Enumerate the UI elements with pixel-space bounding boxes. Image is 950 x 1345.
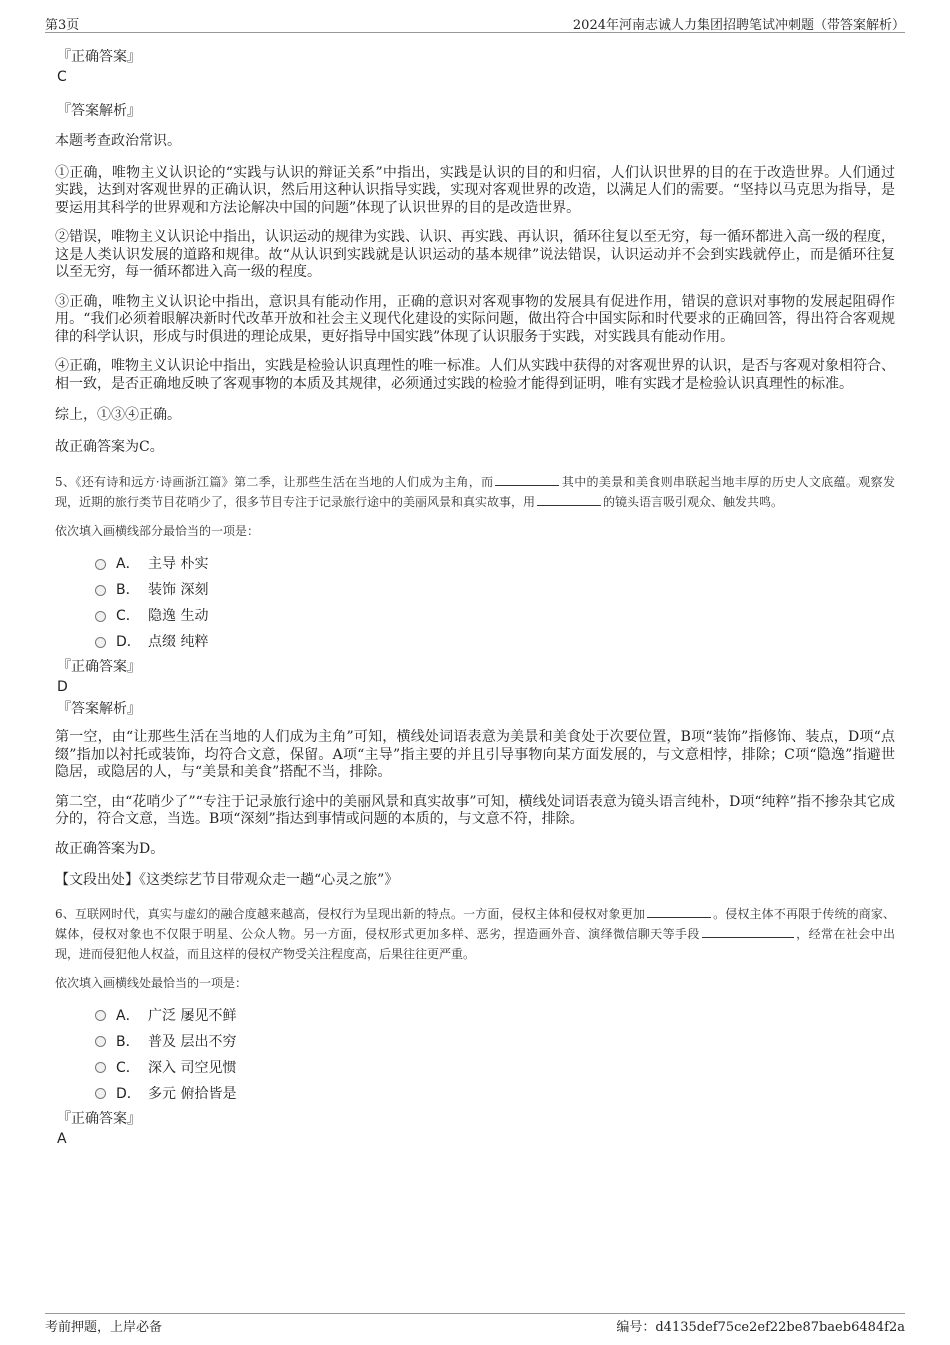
q6-answer-label: 『正确答案』 (57, 1110, 141, 1127)
q4-analysis-para: ③正确，唯物主义认识论中指出，意识具有能动作用，正确的意识对客观事物的发展具有促进作用，错误的意识对事物的发展起阻碍作用。“我们必须着眼解决新时代改革开放和社会主义现代化建设的实际问题，做出符合中国实际和时代要求的正确回答，得出符合客观规律的科学认识，形成与时俱进的理论成果，更好指导中国实践”体现了认识服务于实践，对实践具有能动作用。 (55, 293, 895, 345)
option-a[interactable]: A． 广泛 屡见不鲜 (95, 1003, 895, 1029)
fill-blank (495, 474, 559, 486)
q5-analysis-para: 故正确答案为D。 (55, 840, 165, 857)
q4-answer-label: 『正确答案』 (57, 49, 141, 65)
page-number: 第3页 (45, 18, 80, 33)
q5-source: 【文段出处】《这类综艺节目带观众走一趟“心灵之旅”》 (55, 872, 399, 888)
q4-analysis-para: ①正确，唯物主义认识论的“实践与认识的辩证关系”中指出，实践是认识的目的和归宿，人们认识世界的目的在于改造世界。人们通过实践，达到对客观世界的正确认识，然后用这种认识指导实践，实现对客观世界的改造，以满足人们的需要。“坚持以马克思为指导，是要运用其科学的世界观和方法论解决中国的问题”体现了认识世界的目的是改造世界。 (55, 164, 895, 216)
option-c[interactable]: C． 隐逸 生动 (95, 603, 895, 629)
q4-analysis-para: 故正确答案为C。 (55, 438, 164, 455)
q5-section (55, 472, 895, 890)
option-b[interactable]: B． 普及 层出不穷 (95, 1029, 895, 1055)
footer-slogan: 考前押题，上岸必备 (45, 1320, 163, 1335)
q5-analysis-para: 第二空，由“花哨少了”“专注于记录旅行途中的美丽风景和真实故事”可知，横线处词语表意为镜头语言纯朴，D项“纯粹”指不掺杂其它成分的，符合文意，当选。B项“深刻”指达到事情或问题的本质的，与文意不符，排除。 (55, 793, 895, 827)
document-id: 编号：d4135def75ce2ef22be87baeb6484f2a (616, 1320, 905, 1335)
q4-analysis-para: ②错误，唯物主义认识论中指出，认识运动的规律为实践、认识、再实践、再认识，循环往复以至无穷，每一循环都进入高一级的程度，这是人类认识发展的道路和规律。故“从认识到实践就是认识运动的基本规律”说法错误，认识运动并不会到实践就停止，而是循环往复以至无穷，每一循环都进入高一级的程度。 (55, 229, 895, 280)
option-b[interactable]: B． 装饰 深刻 (95, 577, 895, 603)
q6-options (55, 1003, 895, 1107)
radio-icon[interactable] (95, 585, 106, 596)
fill-blank (647, 906, 711, 918)
option-a[interactable]: A． 主导 朴实 (95, 551, 895, 577)
option-d[interactable]: D． 点缀 纯粹 (95, 629, 895, 655)
document-title: 2024年河南志诚人力集团招聘笔试冲刺题（带答案解析） (572, 18, 905, 33)
q5-answer-label: 『正确答案』 (57, 659, 141, 675)
q5-analysis-label: 『答案解析』 (57, 701, 141, 717)
page-header (45, 14, 905, 33)
page-footer (45, 1313, 905, 1335)
q4-section (55, 47, 895, 456)
q5-stem: 5、《还有诗和远方·诗画浙江篇》第二季，让那些生活在当地的人们成为主角，而 其中的美景和美食则串联起当地丰厚的历史人文底蕴。观察发现，近期的旅行类节目花哨少了，很多节目专注于记录旅行途中的美丽风景和真实故事，用 的镜头语言吸引观众、触发共鸣。 (55, 475, 895, 509)
radio-icon[interactable] (95, 1036, 106, 1047)
q4-analysis-label: 『答案解析』 (57, 103, 141, 119)
q6-prompt: 依次填入画横线处最恰当的一项是： (55, 975, 248, 990)
q4-analysis-para: 本题考查政治常识。 (55, 133, 181, 149)
q5-answer: D (57, 679, 68, 695)
page-content (55, 47, 895, 1149)
option-d[interactable]: D． 多元 俯拾皆是 (95, 1081, 895, 1107)
radio-icon[interactable] (95, 1088, 106, 1099)
q5-analysis-para: 第一空，由“让那些生活在当地的人们成为主角”可知，横线处词语表意为美景和美食处于次要位置，B项“装饰”指修饰、装点，D项“点缀”指加以衬托或装饰，均符合文意，保留。A项“主导”指主要的并且引导事物向某方面发展的，与文意相悖，排除；C项“隐逸”指避世隐居，或隐居的人，与“美景和美食”搭配不当，排除。 (55, 729, 895, 780)
q4-analysis-para: ④正确，唯物主义认识论中指出，实践是检验认识真理性的唯一标准。人们从实践中获得的对客观世界的认识，是否与客观对象相符合、相一致，是否正确地反映了客观事物的本质及其规律，必须通过实践的检验才能得到证明，唯有实践才是检验认识真理性的标准。 (55, 358, 895, 392)
radio-icon[interactable] (95, 611, 106, 622)
option-c[interactable]: C． 深入 司空见惯 (95, 1055, 895, 1081)
fill-blank (537, 494, 601, 506)
q4-analysis-para: 综上，①③④正确。 (55, 407, 181, 423)
radio-icon[interactable] (95, 637, 106, 648)
q5-options (55, 551, 895, 655)
radio-icon[interactable] (95, 1062, 106, 1073)
radio-icon[interactable] (95, 559, 106, 570)
q5-prompt: 依次填入画横线部分最恰当的一项是： (55, 524, 260, 538)
q6-answer: A (57, 1130, 67, 1147)
fill-blank (702, 926, 794, 938)
q6-stem: 6、互联网时代，真实与虚幻的融合度越来越高，侵权行为呈现出新的特点。一方面，侵权主体和侵权对象更加 。侵权主体不再限于传统的商家、媒体，侵权对象也不仅限于明星、公众人物。另一方面，侵权形式更加多样、恶劣，捏造画外音、演绎微信聊天等手段 ，经常在社会中出现，进而侵犯他人权益，而且这样的侵权产物受关注程度高，后果往往更严重。 (55, 906, 895, 961)
q4-answer: C (57, 69, 67, 85)
radio-icon[interactable] (95, 1010, 106, 1021)
q6-section (55, 904, 895, 1149)
